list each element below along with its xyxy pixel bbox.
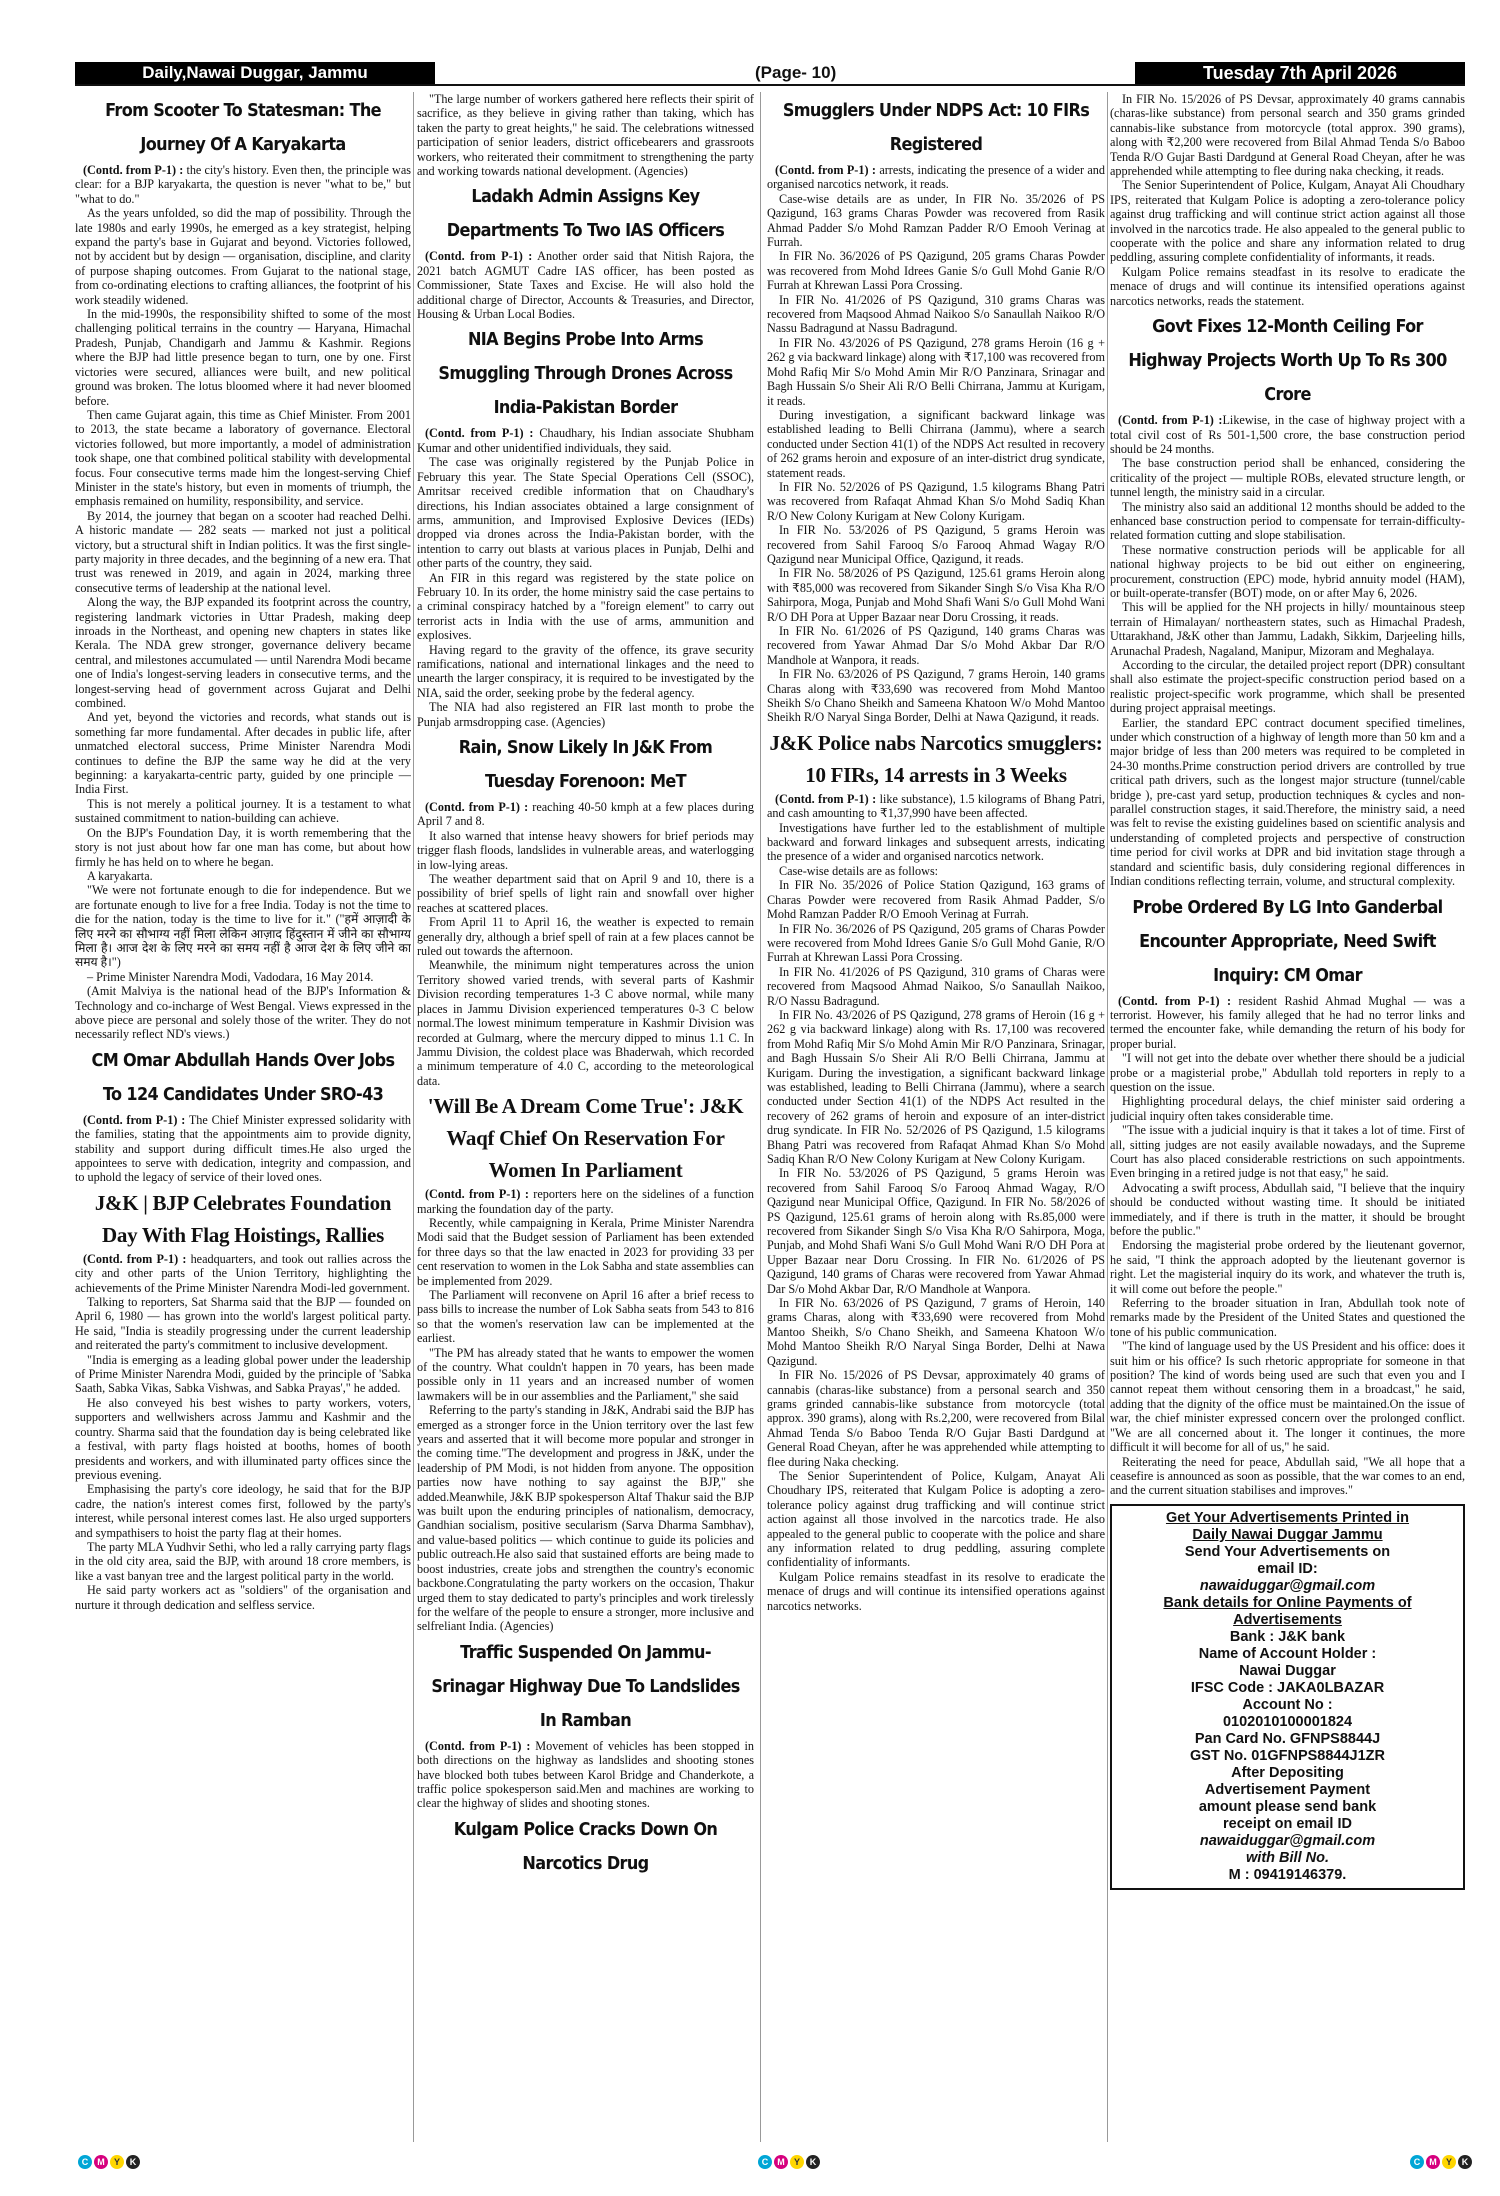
paragraph: From April 11 to April 16, the weather is expected to remain generally dry, although a brief spell of rain at a few places cannot be ruled out towards the afternoon. [417, 915, 754, 959]
continued-marker: (Contd. from P-1) : [83, 1251, 187, 1266]
paragraph: Case-wise details are as under, In FIR No. 35/2026 of PS Qazigund, 163 grams Charas Powder was recovered from Rasik Ahmad Padder S/o Mohd Ramzan Padder R/O Emooh Verinag at Furrah. [767, 191, 1105, 250]
continued-marker: (Contd. from P-1) : [425, 800, 529, 814]
article-body [767, 163, 1105, 725]
paragraph: A karyakarta. [87, 868, 153, 883]
column-divider [413, 92, 414, 2142]
paragraph: Along the way, the BJP expanded its footprint across the country, registering landmark victories in Uttar Pradesh, making deep inroads in the Northeast, and opening new chapters in states like Kerala. The NDA grew stronger, governance delivery became central, and milestones accumulated — until Narendra Modi became one of India's longest-serving leaders in consecutive terms, and the longest-serving head of government across Gujarat and Delhi combined. [75, 595, 411, 711]
continued-marker: (Contd. from P-1) : [83, 1112, 186, 1127]
ad-email[interactable]: nawaiduggar@gmail.com [1199, 1832, 1376, 1849]
ad-email[interactable]: nawaiduggar@gmail.com [1199, 1577, 1376, 1594]
cmyk-dot: M [94, 2155, 108, 2169]
paragraph: Reiterating the need for peace, Abdullah said, "We all hope that a ceasefire is announced as soon as possible, that the war comes to an end, and the current situation stabilises and improves." [1110, 1454, 1465, 1498]
paragraph: Emphasising the party's core ideology, he said that for the BJP cadre, the nation's interest comes first, followed by the party's interest, while personal interest comes last. He also urged supporters and sympathisers to hoist the party flag at their homes. [75, 1482, 411, 1540]
article-body [417, 1187, 754, 1634]
article-kulgam-police [417, 1813, 754, 1881]
article-headline: J&K Police nabs Narcotics smugglers: 10 FIRs, 14 arrests in 3 Weeks [769, 730, 1103, 787]
paragraph: (Contd. from P-1) : Movement of vehicles has been stopped in both directions on the highway as landslides and shooting stones have blocked both tubes between Karol Bridge and Chanderkote, a traffic police spokesperson said.Men and machines are working to clear the highway of slides and shooting stones. [417, 1738, 754, 1811]
cmyk-marks-right [1410, 2155, 1474, 2171]
paragraph: It also warned that intense heavy showers for brief periods may trigger flash floods, landslides in vulnerable areas, and waterlogging in low-lying areas. [417, 828, 754, 872]
paragraph: In the mid-1990s, the responsibility shifted to some of the most challenging political terrains in the country — Haryana, Himachal Pradesh, Punjab, Chandigarh and Jammu & Kashmir. Regions where the BJP had little presence began to turn, one by one. First victories were secured, alliances were built, and new political ground was broken. The lotus bloomed where it had never bloomed before. [75, 307, 411, 408]
article-jk-police-nabs [767, 727, 1105, 1613]
paragraph: – Prime Minister Narendra Modi, Vadodara, 16 May 2014. [87, 969, 374, 984]
paragraph: These normative construction periods will be applicable for all national highway projects to be bid out either on engineering, procurement, construction (EPC) mode, hybrid annuity model (HAM), or built-operate-transfer (BOT) mode, on or after May 6, 2026. [1110, 542, 1465, 600]
paragraph: On the BJP's Foundation Day, it is worth remembering that the story is not just about how far one man has come, but about how firmly he has held on to where he began. [75, 825, 411, 869]
cmyk-dot: Y [1442, 2155, 1456, 2169]
article-rain-snow [417, 731, 754, 1088]
paragraph: (Contd. from P-1) : the city's history. Even then, the principle was clear: for a BJP karyakarta, the question is never "what to be," but "what to do." [75, 163, 411, 206]
masthead-rule [75, 84, 1465, 86]
ad-line: Get Your Advertisements Printed in [1165, 1509, 1410, 1526]
ad-account-label: Account No : [1242, 1696, 1333, 1713]
advertisement-box [1110, 1504, 1465, 1890]
paragraph: Kulgam Police remains steadfast in its resolve to eradicate the menace of drugs and will continue its intensified operations against narcotics networks, reads the statement. [1110, 264, 1465, 308]
paragraph: In FIR No. 36/2026 of PS Qazigund, 205 grams of Charas Powder were recovered from Mohd Idrees Ganie S/o Gull Mohd Ganie, R/O Furrah at Khrewan Lassi Pora Crossing. [767, 921, 1105, 965]
article-body [417, 249, 754, 321]
paragraph: Highlighting procedural delays, the chief minister said ordering a judicial inquiry often takes considerable time. [1110, 1094, 1465, 1123]
paragraph: Meanwhile, the minimum night temperatures across the union Territory showed varied trends, with several parts of Kashmir Division recording temperatures 1-3 C above normal, while many places in Jammu Division experienced temperatures 0-3 C below normal.The lowest minimum temperature in Kashmir Division was recorded at Gulmarg, where the mercury dipped to minus 1.1 C. In Jammu Division, the coldest place was Bhaderwah, which recorded a minimum temperature of 4.0 C, according to the meteorological data. [417, 958, 754, 1088]
paragraph: Having regard to the gravity of the offence, its grave security ramifications, national and international linkages and the need to unearth the larger conspiracy, it is required to be investigated by the NIA, said the order, seeking probe by the federal agency. [417, 642, 754, 700]
paragraph: In FIR No. 58/2026 of PS Qazigund, 125.61 grams Heroin along with ₹85,000 was recovered from Sikander Singh S/o Visa Kha R/O Sahirpora, Moga, Punjab and Mohd Shafi Wani S/o Gull Mohd Wani R/O DH Pora at Upper Bazaar near Doru Crossing, it reads. [767, 566, 1105, 624]
paragraph: "I will not get into the debate over whether there should be a judicial probe or a magisterial probe," Abdullah told reporters in reply to a question on the issue. [1110, 1051, 1465, 1094]
ad-mobile: M : 09419146379. [1228, 1866, 1347, 1883]
article-headline: CM Omar Abdullah Hands Over Jobs To 124 Candidates Under SRO-43 [91, 1050, 395, 1105]
paragraph: In FIR No. 35/2026 of Police Station Qazigund, 163 grams of Charas Powder were recovered from Rasik Ahmad Padder, S/o Mohd Ramzan Padder R/O Emooh Verinag at Furrah. [767, 878, 1105, 922]
paragraph: (Contd. from P-1) : Another order said that Nitish Rajora, the 2021 batch AGMUT Cadre IAS officer, has been posted as Commissioner, State Taxes and Excise. He will also hold the additional charge of Director, Accounts & Treasuries, and Director, Housing & Urban Local Bodies. [417, 249, 754, 322]
article-headline: Ladakh Admin Assigns Key Departments To Two IAS Officers [446, 187, 725, 242]
article-body [417, 426, 754, 729]
article-nia-probe [417, 323, 754, 729]
cmyk-dot: M [774, 2155, 788, 2169]
ad-line: with Bill No. [1246, 1849, 1329, 1866]
paragraph: The weather department said that on April 9 and 10, there is a possibility of brief spells of light rain and snowfall over higher reaches at scattered places. [417, 872, 754, 915]
paragraph: As the years unfolded, so did the map of possibility. Through the late 1980s and early 1990s, he emerged as a key strategist, helping expand the party's base in Gujarat and beyond. Victories followed, not by accident but by design — organisation, discipline, and clarity of purpose shaping outcomes. From Gujarat to the national stage, from co-ordinating elections to crafting alliances, the footprint of his work steadily widened. [75, 206, 411, 307]
paragraph: Advocating a swift process, Abdullah said, "I believe that the inquiry should be conducted without wasting time. It should be initiated immediately, and if there is truth in the matter, it should be brought before the public." [1110, 1180, 1465, 1238]
paragraph: An FIR in this regard was registered by the state police on February 10. In its order, the home ministry said the case pertains to a criminal conspiracy hatched by a "foreign element" to carry out terrorist acts in India with the use of arms, ammunition and explosives. [417, 570, 754, 643]
paragraph: In FIR No. 53/2026 of PS Qazigund, 5 grams Heroin was recovered from Sahil Farooq S/o Farooq Ahmad Wagay R/O Qazigund near Municipal Office, Qazigund, it reads. [767, 523, 1105, 566]
article-body [75, 1113, 411, 1185]
paragraph: "We were not fortunate enough to die for independence. But we are fortunate enough to live for a free India. Today is not the time to die for the nation, today is the time to live for it." ("हमें आज़ादी के लिए मरने का सौभाग्य नहीं मिला लेकिन आज़ाद हिंदुस्तान में जीने का सौभाग्य मिला है। आज देश के लिए मरने का समय नहीं है आज देश के लिए जीने का समय है।") [75, 883, 411, 970]
article-body [75, 163, 411, 1042]
ad-line: receipt on email ID [1223, 1815, 1352, 1832]
paragraph: The Senior Superintendent of Police, Kulgam, Anayat Ali Choudhary IPS, reiterated that Kulgam Police is adopting a zero-tolerance policy against drug trafficking and will continue strict action against all those involved in the narcotics trade. He also appealed to the general public to cooperate with the police and share any information related to drug peddling, assuring complete confidentiality of informants. [767, 1468, 1105, 1570]
article-headline: Govt Fixes 12-Month Ceiling For Highway Projects Worth Up To Rs 300 Crore [1128, 317, 1447, 406]
article-body [75, 1252, 411, 1612]
article-body [417, 1739, 754, 1811]
cmyk-dot: C [758, 2155, 772, 2169]
paragraph: (Contd. from P-1) : reaching 40-50 kmph at a few places during April 7 and 8. [417, 800, 754, 829]
publication-name: Daily,Nawai Duggar, Jammu [75, 62, 435, 84]
paragraph: (Contd. from P-1) : resident Rashid Ahmad Mughal — was a terrorist. However, his family alleged that he had no terror links and termed the encounter fake, while demanding the return of his body for proper burial. [1110, 993, 1465, 1051]
paragraph: In FIR No. 52/2026 of PS Qazigund, 1.5 kilograms Bhang Patri was recovered from Rafaqat Ahmad Khan S/o Mohd Sadiq Khan R/O New Colony Kurigam at New Colony Kurigam. [767, 479, 1105, 523]
column-1 [75, 92, 411, 2142]
issue-date: Tuesday 7th April 2026 [1135, 62, 1465, 84]
ad-gst: GST No. 01GFNPS8844J1ZR [1189, 1747, 1385, 1764]
paragraph: In FIR No. 43/2026 of PS Qazigund, 278 grams of Heroin (16 g + 262 g via backward linkage) along with Rs. 17,100 was recovered from Mohd Rafiq Mir S/o Mohd Amin Mir R/O Panzinara, Srinagar, and Bagh Hussain S/o Sheir Ali R/O Belli Chirrana, Jammu at Kurigam. During the investigation, a significant backward linkage was established, leading to Belli Chirrana (Jammu), where a search conducted under Section 41(1) of the NDPS Act resulted in the recovery of 262 grams of heroin and exposure of an inter-district drug syndicate. In FIR No. 52/2026 of PS Qazigund, 1.5 kilograms Bhang Patri was recovered from Rafaqat Ahmad Khan S/o Mohd Sadiq Khan R/O New Colony Kurigam at New Colony Kurigam. [767, 1007, 1105, 1166]
continued-marker: (Contd. from P-1) : [775, 163, 876, 177]
paragraph: Recently, while campaigning in Kerala, Prime Minister Narendra Modi said that the Budget session of Parliament has been extended for three days so that the law enacted in 2023 for providing 33 per cent reservation to women in the Lok Sabha and state assemblies can be implemented from 2029. [417, 1215, 754, 1288]
cmyk-dot: C [1410, 2155, 1424, 2169]
article-body [767, 792, 1105, 1613]
paragraph: In FIR No. 41/2026 of PS Qazigund, 310 grams Charas was recovered from Maqsood Ahmad Naikoo S/o Sanaullah Naikoo R/O Nassu Badragund at Nassu Badragund. [767, 292, 1105, 336]
paragraph: Endorsing the magisterial probe ordered by the lieutenant governor, he said, "I think the approach adopted by the lieutenant governor is right. Let the magisterial inquiry do its work, and whatever the truth is, it will come out before the people." [1110, 1238, 1465, 1296]
paragraph: In FIR No. 43/2026 of PS Qazigund, 278 grams Heroin (16 g + 262 g via backward linkage) along with ₹17,100 was recovered from Mohd Rafiq Mir S/o Mohd Amin Mir R/O Panzinara, Srinagar and Bagh Hussain S/o Sheir Ali R/O Belli Chirrana, Jammu at Kurigam, it reads. [767, 335, 1105, 408]
article-smugglers-continued [1110, 92, 1465, 308]
article-scooter-to-statesman [75, 94, 411, 1042]
article-highway-ceiling [1110, 310, 1465, 888]
paragraph: "India is emerging as a leading global power under the leadership of Prime Minister Narendra Modi, guided by the principle of 'Sabka Saath, Sabka Vikas, Sabka Vishwas, and Sabka Prayas'," he added. [75, 1352, 411, 1396]
article-headline: Rain, Snow Likely In J&K From Tuesday Forenoon: MeT [458, 738, 713, 792]
ad-holder-label: Name of Account Holder : [1198, 1645, 1377, 1662]
cmyk-dot: Y [790, 2155, 804, 2169]
article-bjp-foundation-day [75, 1187, 411, 1612]
column-divider [1107, 92, 1108, 2142]
article-headline: Kulgam Police Cracks Down On Narcotics Drug [453, 1819, 718, 1874]
article-headline: Smugglers Under NDPS Act: 10 FIRs Registered [782, 101, 1090, 155]
paragraph: The Senior Superintendent of Police, Kulgam, Anayat Ali Choudhary IPS, reiterated that Kulgam Police is adopting a zero-tolerance policy against drug trafficking and will continue strict action against all those involved in the narcotics trade. He also appealed to the general public to cooperate with the police and share any information related to drug peddling, assuring complete confidentiality of informants, it reads. [1110, 178, 1465, 265]
paragraph: In FIR No. 53/2026 of PS Qazigund, 5 grams Heroin was recovered from Sahil Farooq S/o Farooq Ahmad Wagay, R/O Qazigund near Municipal Office, Qazigund. In FIR No. 58/2026 of PS Qazigund, 125.61 grams of heroin along with Rs.85,000 were recovered from Sikander Singh S/o Visa Kha R/O Sahirpora, Moga, Punjab, and Mohd Shafi Wani S/o Gull Mohd Wani R/O DH Pora at Upper Bazaar near Doru Crossing. In FIR No. 61/2026 of PS Qazigund, 140 grams of Charas were recovered from Yawar Ahmad Dar S/o Mohd Akbar Dar, R/O Mandhole at Wanpora. [767, 1166, 1105, 1296]
ad-pan: Pan Card No. GFNPS8844J [1194, 1730, 1381, 1747]
cmyk-dot: K [806, 2155, 820, 2169]
continued-marker: (Contd. from P-1) : [83, 163, 184, 177]
column-3 [767, 92, 1105, 2142]
paragraph: In FIR No. 41/2026 of PS Qazigund, 310 grams of Charas were recovered from Maqsood Ahmad Naikoo, S/o Sanaullah Naikoo, R/O Nassu Badragund. [767, 964, 1105, 1008]
article-body [417, 800, 754, 1088]
paragraph: (Contd. from P-1) : The Chief Minister expressed solidarity with the families, stating that the appointments aim to provide dignity, stability and support during difficult times.He also urged the appointees to serve with dedication, integrity and compassion, and to uphold the legacy of service of their loved ones. [75, 1112, 411, 1185]
cmyk-dot: Y [110, 2155, 124, 2169]
paragraph: The Parliament will reconvene on April 16 after a brief recess to pass bills to increase the number of Lok Sabha seats from 543 to 816 so that the women's reservation law can be implemented at the earliest. [417, 1287, 754, 1346]
paragraph: The NIA had also registered an FIR last month to probe the Punjab armsdropping case. (Agencies) [417, 700, 754, 729]
paragraph: Earlier, the standard EPC contract document specified timelines, under which construction of a highway of length more than 50 km and a major bridge of less than 200 meters was required to be completed in 24-30 months.Prime construction period drivers are controlled by true critical path drivers, such as the longest major structure (tunnel/cable bridge ), pre-cast yard setup, production techniques & cycles and non-parallel construction stages, it said.Therefore, the ministry said, a need was felt to revise the existing guidelines based on scientific analysis and understanding of completed projects and perspective of construction time period for civil works at DPR and bid invitation stage through a standard and scientific basis, duly considering regional differences in Indian conditions reflecting terrain, volume, and structural complexity. [1110, 715, 1465, 889]
article-cm-omar-jobs [75, 1044, 411, 1185]
masthead [75, 62, 1465, 88]
ad-line: Bank details for Online Payments of Advertisements [1163, 1594, 1412, 1628]
article-smugglers-ndps [767, 94, 1105, 725]
paragraph: (Contd. from P-1) : reporters here on the sidelines of a function marking the foundation day of the party. [417, 1187, 754, 1216]
paragraph: (Contd. from P-1) : headquarters, and took out rallies across the city and other parts of the Union Territory, highlighting the achievements of the Prime Minister Narendra Modi-led government. [75, 1251, 411, 1295]
paragraph: "The kind of language used by the US President and his office: does it suit him or his office? Is such rhetoric appropriate for someone in that position? The kind of words being used are such that even you and I cannot repeat them without censoring them in a broadcast," he said, adding that the dignity of the office must be maintained.On the issue of war, the chief minister expressed concern over the prolonged conflict. "We are all concerned about it. The longer it continues, the more difficult it will become for all of us," he said. [1110, 1339, 1465, 1455]
cmyk-dot: M [1426, 2155, 1440, 2169]
paragraph: This will be applied for the NH projects in hilly/ mountainous steep terrain of Himalayan/ northeastern states, such as Himachal Pradesh, Uttarakhand, J&K other than Jammu, Ladakh, Sikkim, Darjeeling hills, Arunachal Pradesh, Nagaland, Manipur, Mizoram and Meghalaya. [1110, 600, 1465, 658]
ad-account-number: 0102010100001824 [1222, 1713, 1353, 1730]
paragraph: "The issue with a judicial inquiry is that it takes a lot of time. First of all, sitting judges are not easily available nowadays, and the Supreme Court has also placed considerable restrictions on such appointments. Even bringing in a retired judge is not that easy," he said. [1110, 1123, 1465, 1181]
ad-line: email ID: [1257, 1560, 1318, 1577]
paragraph: In FIR No. 15/2026 of PS Devsar, approximately 40 grams cannabis (charas-like substance) from personal search and 350 grams grinded cannabis-like substance from motorcycle (total approx. 390 grams), along with ₹2,200 were recovered from Bilal Ahmad Tenda S/o Baboo Tenda R/O Gujar Basti Dardgund at General Road Cheyan, after he was apprehended while attempting to flee during naka checking, it reads. [1110, 92, 1465, 179]
article-bjp-foundation-day-continued [417, 92, 754, 178]
paragraph: "The PM has already stated that he wants to empower the women of the country. What couldn't happen in 70 years, has been made possible only in 11 years and an increased number of women lawmakers will be in our assemblies and the Parliament," she said [417, 1345, 754, 1403]
ad-line: Send Your Advertisements on [1184, 1543, 1391, 1560]
paragraph: In FIR No. 63/2026 of PS Qazigund, 7 grams Heroin, 140 grams Charas along with ₹33,690 was recovered from Mohd Mantoo Sheikh S/o Chano Sheikh and Sameena Khatoon W/o Mohd Mantoo Sheikh R/O Naryal Singa Border, Delhi at Nawa Qazigund, it reads. [767, 667, 1105, 725]
paragraph: (Amit Malviya is the national head of the BJP's Information & Technology and co-incharge of West Bengal. Views expressed in the above piece are personal and solely those of the writer. They do not necessarily reflect ND's views.) [75, 984, 411, 1042]
article-headline: J&K | BJP Celebrates Foundation Day With Flag Hoistings, Rallies [94, 1190, 392, 1247]
continued-marker: (Contd. from P-1) : [425, 1187, 529, 1202]
article-headline: From Scooter To Statesman: The Journey Of A Karyakarta [105, 101, 381, 155]
cmyk-marks-center [758, 2155, 822, 2171]
article-headline: Traffic Suspended On Jammu-Srinagar Highway Due To Landslides In Ramban [431, 1642, 740, 1731]
continued-marker: (Contd. from P-1) : [425, 426, 534, 441]
paragraph: (Contd. from P-1) : like substance), 1.5 kilograms of Bhang Patri, and cash amounting to ₹1,37,990 have been affected. [767, 791, 1105, 821]
cmyk-dot: K [126, 2155, 140, 2169]
ad-ifsc: IFSC Code : JAKA0LBAZAR [1190, 1679, 1385, 1696]
paragraph: In FIR No. 61/2026 of PS Qazigund, 140 grams Charas was recovered from Yawar Ahmad Dar S/o Mohd Akbar Dar R/O Mandhole at Wanpora, it reads. [767, 624, 1105, 667]
paragraph: (Contd. from P-1) :Likewise, in the case of highway project with a total civil cost of Rs 501-1,500 crore, the base construction period should be 24 months. [1110, 413, 1465, 456]
article-body [1110, 994, 1465, 1498]
paragraph: He also conveyed his best wishes to party workers, voters, supporters and wellwishers across Jammu and Kashmir and the country. Sharma said that the foundation day is being celebrated like a festival, with party flags hoisted at booths, homes of booth presidents and workers, and with illuminated party offices since the previous evening. [75, 1395, 411, 1482]
article-headline: 'Will Be A Dream Come True': J&K Waqf Chief On Reservation For Women In Parliament [427, 1094, 744, 1183]
cmyk-dot: K [1458, 2155, 1472, 2169]
paragraph: Referring to the party's standing in J&K, Andrabi said the BJP has emerged as a stronger force in the Union territory over the last few years and asserted that it will become more popular and stronger in the coming time."The development and progress in J&K, under the leadership of PM Modi, is not hidden from anyone. The opposition parties now have nothing to say against the BJP," she added.Meanwhile, J&K BJP spokesperson Altaf Thakur said the BJP was built upon the enduring principles of nationalism, democracy, Gandhian socialism, positive secularism (Sarva Dharma Sambhav), and value-based politics — which continue to guide its policies and public outreach.He also said that sustained efforts are being made to boost industries, create jobs and strengthen the country's economic backbone.Congratulating the party workers on the occasion, Thakur urged them to stay dedicated to party's principles and work tirelessly for the welfare of the people to ensure a stronger, more inclusive and selfreliant India. (Agencies) [417, 1403, 754, 1634]
column-4 [1110, 92, 1465, 2142]
article-traffic-suspended [417, 1636, 754, 1811]
ad-bank: Bank : J&K bank [1229, 1628, 1346, 1645]
continued-marker: (Contd. from P-1) : [1118, 413, 1223, 428]
ad-line: Advertisement Payment [1204, 1781, 1371, 1798]
cmyk-marks-left [78, 2155, 142, 2171]
paragraph: Talking to reporters, Sat Sharma said that the BJP — founded on April 6, 1980 — has grown into the world's largest political party. He said, "India is steadily progressing under the current leadership and reiterated the party's commitment to inclusive development. [75, 1295, 411, 1353]
paragraph: And yet, beyond the victories and records, what stands out is something far more fundamental. After decades in public life, after unmatched electoral success, Prime Minister Narendra Modi continues to define the BJP the same way he did at the very beginning: a karyakarta-centric party, guided by one principle — India First. [75, 710, 411, 797]
continued-marker: (Contd. from P-1) : [425, 249, 533, 264]
paragraph: The base construction period shall be enhanced, considering the criticality of the project — multiple ROBs, elevated structure length, or tunnel length, the ministry said in a circular. [1110, 456, 1465, 500]
paragraph: According to the circular, the detailed project report (DPR) consultant shall also estimate the project-specific construction period based on a realistic project-specific work programme, which shall be presented during project appraisal meetings. [1110, 658, 1465, 716]
ad-line: Daily Nawai Duggar Jammu [1192, 1526, 1383, 1543]
article-headline: Probe Ordered By LG Into Ganderbal Encounter Appropriate, Need Swift Inquiry: CM Omar [1132, 897, 1443, 986]
paragraph: Kulgam Police remains steadfast in its resolve to eradicate the menace of drugs and will continue its intensified operations against narcotics networks. [767, 1569, 1105, 1613]
article-headline: NIA Begins Probe Into Arms Smuggling Through Drones Across India-Pakistan Border [438, 330, 733, 419]
column-divider [760, 92, 761, 2142]
paragraph: Then came Gujarat again, this time as Chief Minister. From 2001 to 2013, the state became a laboratory of governance. Electoral victories followed, but more importantly, a model of administration took shape, one that combined political stability with developmental focus. Four consecutive terms made him the longest-serving Chief Minister in the state's history, but even in moments of triumph, the emphasis remained on humility, responsibility, and service. [75, 407, 411, 509]
ad-line: amount please send bank [1198, 1798, 1377, 1815]
article-ladakh-admin [417, 180, 754, 321]
continued-marker: (Contd. from P-1) : [1118, 993, 1232, 1008]
paragraph: "The large number of workers gathered here reflects their spirit of sacrifice, as they believe in giving rather than taking, which has taken the party to great heights," he said. The celebrations witnessed participation of senior leaders, district officebearers and grassroots workers, who reiterated their commitment to strengthening the party and working towards national development. (Agencies) [417, 92, 754, 179]
paragraph: Case-wise details are as follows: [779, 863, 939, 878]
paragraph: This is not merely a political journey. It is a testament to what sustained commitment to nation-building can achieve. [75, 796, 411, 826]
paragraph: The party MLA Yudhvir Sethi, who led a rally carrying party flags in the old city area, said the BJP, with around 18 crore members, is like a vast banyan tree and the largest political party in the world. [75, 1539, 411, 1583]
article-body [1110, 413, 1465, 888]
article-waqf-chief [417, 1090, 754, 1634]
ad-line: After Depositing [1231, 1764, 1344, 1781]
paragraph: In FIR No. 63/2026 of PS Qazigund, 7 grams of Heroin, 140 grams Charas, along with ₹33,690 were recovered from Mohd Mantoo Sheikh, S/o Chano Sheikh, and Sameena Khatoon W/o Mohd Mantoo Sheikh R/O Naryal Singa Border, Delhi at Nawa Qazigund. [767, 1296, 1105, 1368]
paragraph: In FIR No. 36/2026 of PS Qazigund, 205 grams Charas Powder was recovered from Mohd Idrees Ganie S/o Gull Mohd Ganie R/O Furrah at Khrewan Lassi Pora Crossing. [767, 249, 1105, 293]
paragraph: (Contd. from P-1) : Chaudhary, his Indian associate Shubham Kumar and other unidentified individuals, they said. [417, 426, 754, 455]
paragraph: Investigations have further led to the establishment of multiple backward and forward linkages and subsequent arrests, indicating the presence of a wider and organised narcotics network. [767, 820, 1105, 864]
article-ganderbal-probe [1110, 891, 1465, 1498]
paragraph: The case was originally registered by the Punjab Police in February this year. The State Special Operations Cell (SSOC), Amritsar received credible information that on Chaudhary's directions, his Indian associates obtained a large consignment of arms, ammunition, and Improvised Explosive Devices (IEDs) dropped via drones across the India-Pakistan border, with the intention to carry out blasts at various places in Punjab, Delhi and other parts of the country, they said. [417, 455, 754, 571]
ad-holder: Nawai Duggar [1239, 1662, 1336, 1679]
column-2 [417, 92, 754, 2142]
paragraph: He said party workers act as "soldiers" of the organisation and nurture it through dedication and selfless service. [75, 1583, 411, 1612]
paragraph: The ministry also said an additional 12 months should be added to the enhanced base construction period to compensate for terrain-difficulty-related formation cutting and slope stabilisation. [1110, 499, 1465, 543]
paragraph: By 2014, the journey that began on a scooter had reached Delhi. A historic mandate — 282 seats — marked not just a political victory, but a structural shift in Indian politics. It was the first single-party majority in three decades, and the beginning of a new era. That trust was renewed in 2019, and again in 2024, marking three consecutive terms of leadership at the national level. [75, 508, 411, 595]
continued-marker: (Contd. from P-1) : [425, 1738, 531, 1753]
continued-marker: (Contd. from P-1) : [775, 791, 877, 806]
page-number: (Page- 10) [755, 63, 837, 82]
cmyk-dot: C [78, 2155, 92, 2169]
paragraph: In FIR No. 15/2026 of PS Devsar, approximately 40 grams of cannabis (charas-like substance) from a personal search and 350 grams grinded cannabis-like substance from motorcycle (total approx. 390 grams), along with Rs.2,200, were recovered from Bilal Ahmad Tenda S/o Baboo Tenda R/O Gujar Basti Dardgund at General Road Cheyan, after he was apprehended while attempting to flee during Naka checking. [767, 1368, 1105, 1469]
paragraph: Referring to the broader situation in Iran, Abdullah took note of remarks made by the President of the United States and questioned the tone of his public communication. [1110, 1296, 1465, 1339]
paragraph: During investigation, a significant backward linkage was established leading to Belli Chirrana (Jammu), where a search conducted under Section 41(1) of the NDPS Act resulted in recovery of 262 grams heroin and exposure of an inter-district drug syndicate, statement reads. [767, 407, 1105, 480]
paragraph: (Contd. from P-1) : arrests, indicating the presence of a wider and organised narcotics network, it reads. [767, 163, 1105, 192]
